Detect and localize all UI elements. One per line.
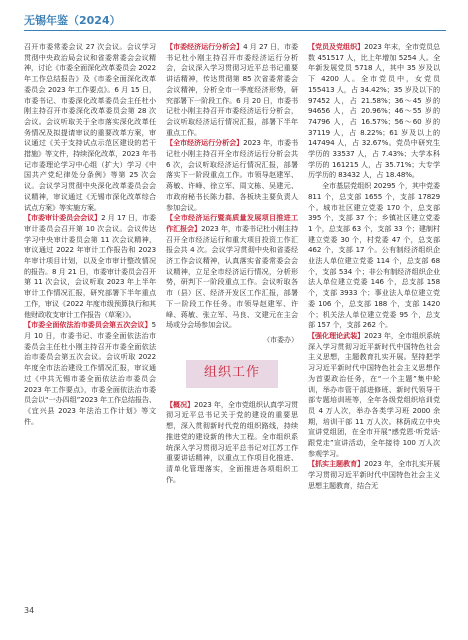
section-heading: 【全市经济运行分析会】 [166,138,244,148]
section-title-box [186,360,278,388]
paragraph-text: 2023 年，全市扎实开展学习贯彻习近平新时代中国特色社会主义思想主题教育，结合无 [308,459,440,490]
paragraph-text: 5 月 10 日，市委书记、市委全面依法治市委员会主任杜小刚主持召开市委全面依法治市委员会第五次会议。会议听取 2022 年度全市法治建设工作情况汇报，审议通过《中共无锡市委全面依法治市委员会 2023 年工作要点》，市委全面依法治市委员会以“一办四组”2023 年工作总结报告、《宜兴县 2023 年法治工作计划》等文件。 [24,320,156,426]
paragraph-theory [308,331,440,459]
paragraph-text: 2023 年，全市党组织认真学习贯彻习近平总书记关于党的建设的重要思想，深入贯彻新时代党的组织路线，持续推进党的建设新的伟大工程。全市组织系统深入学习贯彻习近平总书记对江苏工作重要讲话精神，以重点工作项目化推进、清单化管理落实，全面推进各项组织工作。 [166,399,298,484]
section-heading: 【市委经济运行分析会】 [166,42,244,51]
section-title: 组织工作 [203,365,260,381]
section-heading: 【党员及党组织】 [308,42,365,51]
column-1 [24,42,156,427]
paragraph-text: 2023 年，全市组织系统深入学习贯彻习近平新时代中国特色社会主义思想，主题教育扎实开展。坚持把学习习近平新时代中国特色社会主义思想作为首要政治任务，在“一个主题”集中轮训，举办市管干部进修班、新时代领导干部专题培训班等，全年各级党组织培训党员 4 万人次，举办各类学习班 2000 余期，培训干部 11 万人次。林荫成立中央宣讲党组团，在全市开展“感党恩·听党话·跟党走”宣讲活动，全年接待 100 万人次参观学习。 [308,330,440,458]
paragraph-text: 2023 年，市委书记杜小刚主持召开全市经济运行分析会共 6 次，会议听取经济运行情况汇报，部署落实下一阶段重点工作。市领导赵建军、蒋敏、许峰、徐立军、周文栋、吴建元、市政府秘书长陈力群、各板块主要负责人参加会议。 [166,138,298,212]
paragraph-text: 2023 年末，全市党员总数 451517 人，比上年增加 5254 人。全年新发展党员 5718 人，其中 35 岁及以下 4200 人。全市党员中，女党员 155413 人，占 34.42%；35 岁及以下的 97452 人，占 21.58%；36～45 岁的 94656 人，占 20.96%；46～55 岁的 74796 人，占 16.57%；56～60 岁的 37119 人，占 8.22%；61 岁及以上的 147494 人，占 32.67%。党员中研究生学历的 33537 人，占 7.43%；大学本科学历的 161215 人，占 35.71%；大专学历学历的 83432 人，占 18.48%。 [308,42,440,180]
header-divider [24,30,446,31]
paragraph-project-report [166,213,298,331]
section-heading: 【强化理论武装】 [308,330,365,340]
paragraph-theme-education [308,459,440,491]
paragraph-audit-committee [24,213,156,320]
page-number: 34 [24,606,35,615]
column-3 [308,42,440,492]
section-heading: 【市委审计委员会会议】 [24,213,102,223]
section-heading: 【概况】 [166,399,195,409]
paragraph-rule-of-law [24,320,156,427]
paragraph-text: 4 月 27 日，市委书记杜小刚主持召开市委经济运行分析会，会议深入学习贯彻习近平总书记重要讲话精神，传达贯彻第 85 次省委常委会会议精神，分析全市一季度经济形势，研究部署下一阶段工作。6 月 20 日，市委书记杜小刚主持召开市委经济运行分析会，会议听取经济运行情况汇报，部署下半年重点工作。 [166,42,298,137]
paragraph-overview [166,400,298,486]
column-2 [166,42,298,485]
paragraph-city-economic [166,138,298,213]
paragraph-party-members [308,42,440,181]
paragraph: 召开市委常委会议 27 次会议。会议学习贯彻中央政治局会议和省委常委会会议精神，讨论《市委全面深化改革委员会 2022 年工作总结报告》及《市委全面深化改革委员会 2023 年工作要点》。6 月 15 日，市委书记、市委深化改革委员会主任杜小刚主持召开市委深化改革委员会第 28 次会议。会议听取关于全市落实深化改革任务情况及拟提请审议的重要改革方案，审议通过《关于支持试点示范区建设的若干措施》等文件，持续深化改革，2023 年书记市委理论学习中心组（扩大）学习《中国共产党纪律处分条例》等第 25 次会议。会议学习贯彻中央深化改革委员会会议精神，审议通过《无锡市深化改革综合试点方案》等实施方案。 [24,42,156,212]
page-header-title: 无锡年鉴（2024） [24,14,121,27]
section-heading: 【全市经济运行暨高质量发展项目推进工作汇报会】 [166,213,298,233]
paragraph-text: 2023 年，市委书记杜小刚主持召开全市经济运行和重大项目投资工作汇报会共 4 次。会议学习贯彻中央和省委经济工作会议精神，认真落实省委常委会会议精神，立足全市经济运行情况，分析形势，研判下一阶段重点工作。会议听取各市（县）区、经济开发区工作汇报，部署下一阶段工作任务。市领导赵建军、许峰、蒋敏、张立军、马良、文建元在主会场或分会场参加会议。 [166,223,298,330]
paragraph-text: 2 月 17 日，市委审计委员会召开第 10 次会议。会议传达学习中央审计委员会第 11 次会议精神，审议通过 2022 年审计工作报告和 2023 年审计项目计划，以及全市审计整改情况的报告。8 月 21 日，市委审计委员会召开第 11 次会议，会议听取 2023 年上半年审计工作情况汇报，研究部署下半年重点工作，审议《2022 年度市级预算执行和其他财政收支审计工作报告（草案）》。 [24,213,156,319]
section-heading: 【市委全面依法治市委员会第五次会议】 [24,320,152,330]
paragraph-organizations: 全市基层党组织 20295 个，其中党委 811 个，总支部 1655 个，支部 17829 个。城市社区建立党委 170 个，总支部 395 个，支部 37 个；乡镇社区建立党委 1 个，总支部 63 个，支部 33 个；建制村建立党委 30 个，村党委 47 个，总支部 462 个，支部 17 个。公有制经济组织企业法人单位建立党委 114 个，总支部 68 个，支部 534 个；非公有制经济组织企业法人单位建立党委 146 个，总支部 158 个，支部 3933 个；事业法人单位建立党委 106 个，总支部 188 个，支部 1420 个；机关法人单位建立党委 95 个，总支部 157 个，支部 262 个。 [308,181,440,330]
paragraph-economic-analysis [166,42,298,138]
source-attribution: （市委办） [263,334,298,344]
section-heading: 【抓实主题教育】 [308,459,365,469]
